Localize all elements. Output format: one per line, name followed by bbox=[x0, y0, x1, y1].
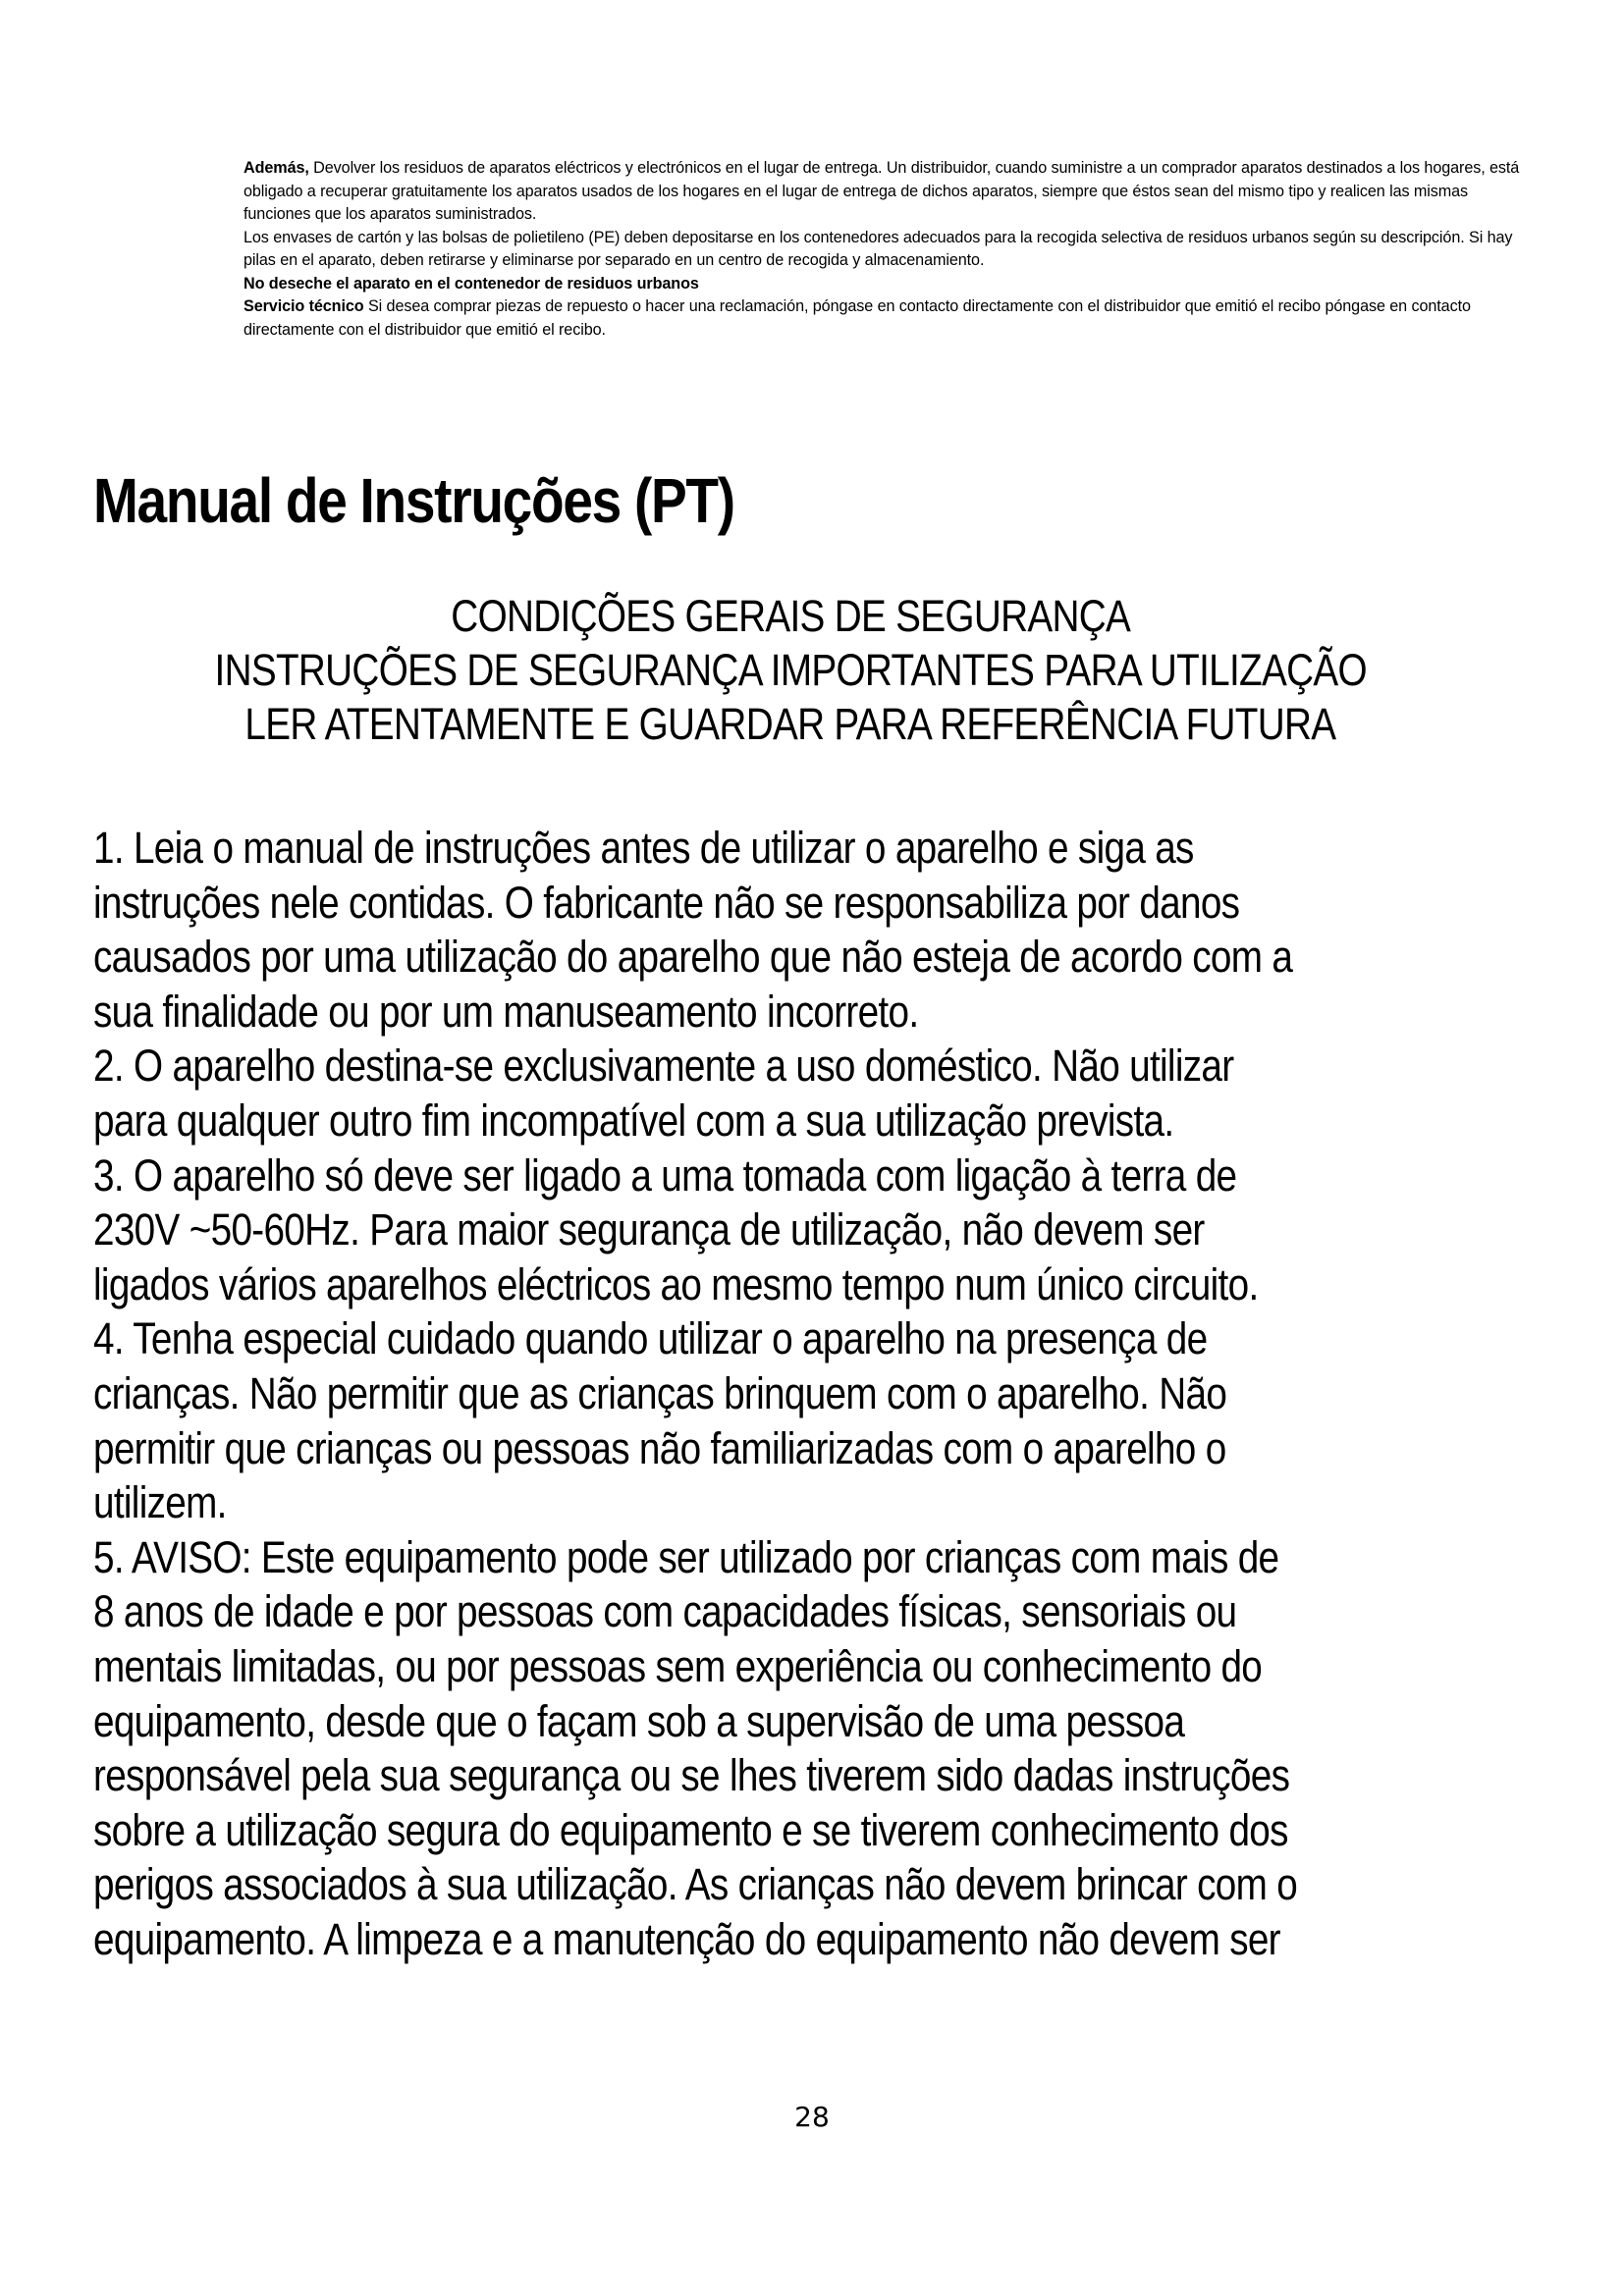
body-line: 2. O aparelho destina-se exclusivamente a uso doméstico. Não utilizar bbox=[93, 1041, 1234, 1092]
body-line: para qualquer outro fim incompatível com a sua utilização prevista. bbox=[93, 1095, 1174, 1146]
page-title: Manual de Instruções (PT) bbox=[93, 465, 734, 536]
body-line: 1. Leia o manual de instruções antes de utilizar o aparelho e siga as bbox=[93, 823, 1194, 873]
body-line: equipamento, desde que o façam sob a supervisão de uma pessoa bbox=[93, 1695, 1185, 1746]
safety-headings bbox=[93, 589, 1488, 751]
body-line: 230V ~50-60Hz. Para maior segurança de utilização, não devem ser bbox=[93, 1204, 1205, 1255]
es-paragraph-packaging-text: Los envases de cartón y las bolsas de polietileno (PE) deben depositarse en los contenedores adecuados para la recogida selectiva de residuos urbanos según su descripción. Si hay pilas en el aparato, deben retirarse y eliminarse por separado en un centro de recogida y almacenamiento. bbox=[244, 228, 1513, 269]
body-line: perigos associados à sua utilização. As crianças não devem brincar com o bbox=[93, 1859, 1298, 1910]
spanish-disposal-notice bbox=[244, 157, 1530, 342]
body-line: sobre a utilização segura do equipamento e se tiverem conhecimento dos bbox=[93, 1804, 1288, 1855]
heading-general-safety-text: CONDIÇÕES GERAIS DE SEGURANÇA bbox=[451, 591, 1130, 641]
body-line: instruções nele contidas. O fabricante não se responsabiliza por danos bbox=[93, 877, 1240, 928]
body-line: crianças. Não permitir que as crianças brinquem com o aparelho. Não bbox=[93, 1367, 1227, 1418]
instructions-body bbox=[93, 821, 1488, 1966]
es-paragraph-warning bbox=[244, 273, 1530, 296]
body-line: 5. AVISO: Este equipamento pode ser utilizado por crianças com mais de bbox=[93, 1531, 1279, 1582]
es-paragraph-warning-text: No deseche el aparato en el contenedor de residuos urbanos bbox=[244, 274, 699, 293]
heading-read-carefully-text: LER ATENTAMENTE E GUARDAR PARA REFERÊNCIA FUTURA bbox=[244, 699, 1336, 749]
body-line: 4. Tenha especial cuidado quando utilizar o aparelho na presença de bbox=[93, 1313, 1208, 1364]
es-paragraph-service-lead: Servicio técnico bbox=[244, 297, 364, 315]
es-paragraph-return-text: Devolver los residuos de aparatos eléctricos y electrónicos en el lugar de entrega. Un distribuidor, cuando suministre a un comprador aparatos destinados a los hogares, está obligado a recuperar gratuitamente los aparatos usados de los hogares en el lugar de entrega de dichos aparatos, siempre que éstos sean del mismo tipo y realicen las mismas funciones que los aparatos suministrados. bbox=[244, 159, 1520, 223]
body-line: equipamento. A limpeza e a manutenção do equipamento não devem ser bbox=[93, 1913, 1280, 1964]
heading-important-instructions-text: INSTRUÇÕES DE SEGURANÇA IMPORTANTES PARA UTILIZAÇÃO bbox=[214, 645, 1367, 695]
page-number: 28 bbox=[794, 2101, 830, 2133]
body-line: 8 anos de idade e por pessoas com capacidades físicas, sensoriais ou bbox=[93, 1586, 1237, 1637]
heading-important-instructions bbox=[93, 643, 1488, 697]
body-line: causados por uma utilização do aparelho que não esteja de acordo com a bbox=[93, 932, 1293, 983]
es-paragraph-return-lead: Además, bbox=[244, 159, 309, 177]
body-line: 3. O aparelho só deve ser ligado a uma tomada com ligação à terra de bbox=[93, 1149, 1237, 1201]
body-line: responsável pela sua segurança ou se lhes tiverem sido dadas instruções bbox=[93, 1750, 1290, 1801]
es-paragraph-packaging bbox=[244, 227, 1530, 273]
es-paragraph-return bbox=[244, 157, 1530, 227]
heading-general-safety bbox=[93, 589, 1488, 643]
body-line: mentais limitadas, ou por pessoas sem experiência ou conhecimento do bbox=[93, 1640, 1263, 1691]
body-line: ligados vários aparelhos eléctricos ao mesmo tempo num único circuito. bbox=[93, 1258, 1259, 1309]
heading-read-carefully bbox=[93, 697, 1488, 751]
es-paragraph-service bbox=[244, 295, 1530, 342]
body-line: utilizem. bbox=[93, 1477, 227, 1528]
body-line: permitir que crianças ou pessoas não familiarizadas com o aparelho o bbox=[93, 1422, 1226, 1473]
body-line: sua finalidade ou por um manuseamento incorreto. bbox=[93, 986, 919, 1037]
es-paragraph-service-text: Si desea comprar piezas de repuesto o hacer una reclamación, póngase en contacto directamente con el distribuidor que emitió el recibo póngase en contacto directamente con el distribuidor que emitió el recibo. bbox=[244, 297, 1471, 339]
